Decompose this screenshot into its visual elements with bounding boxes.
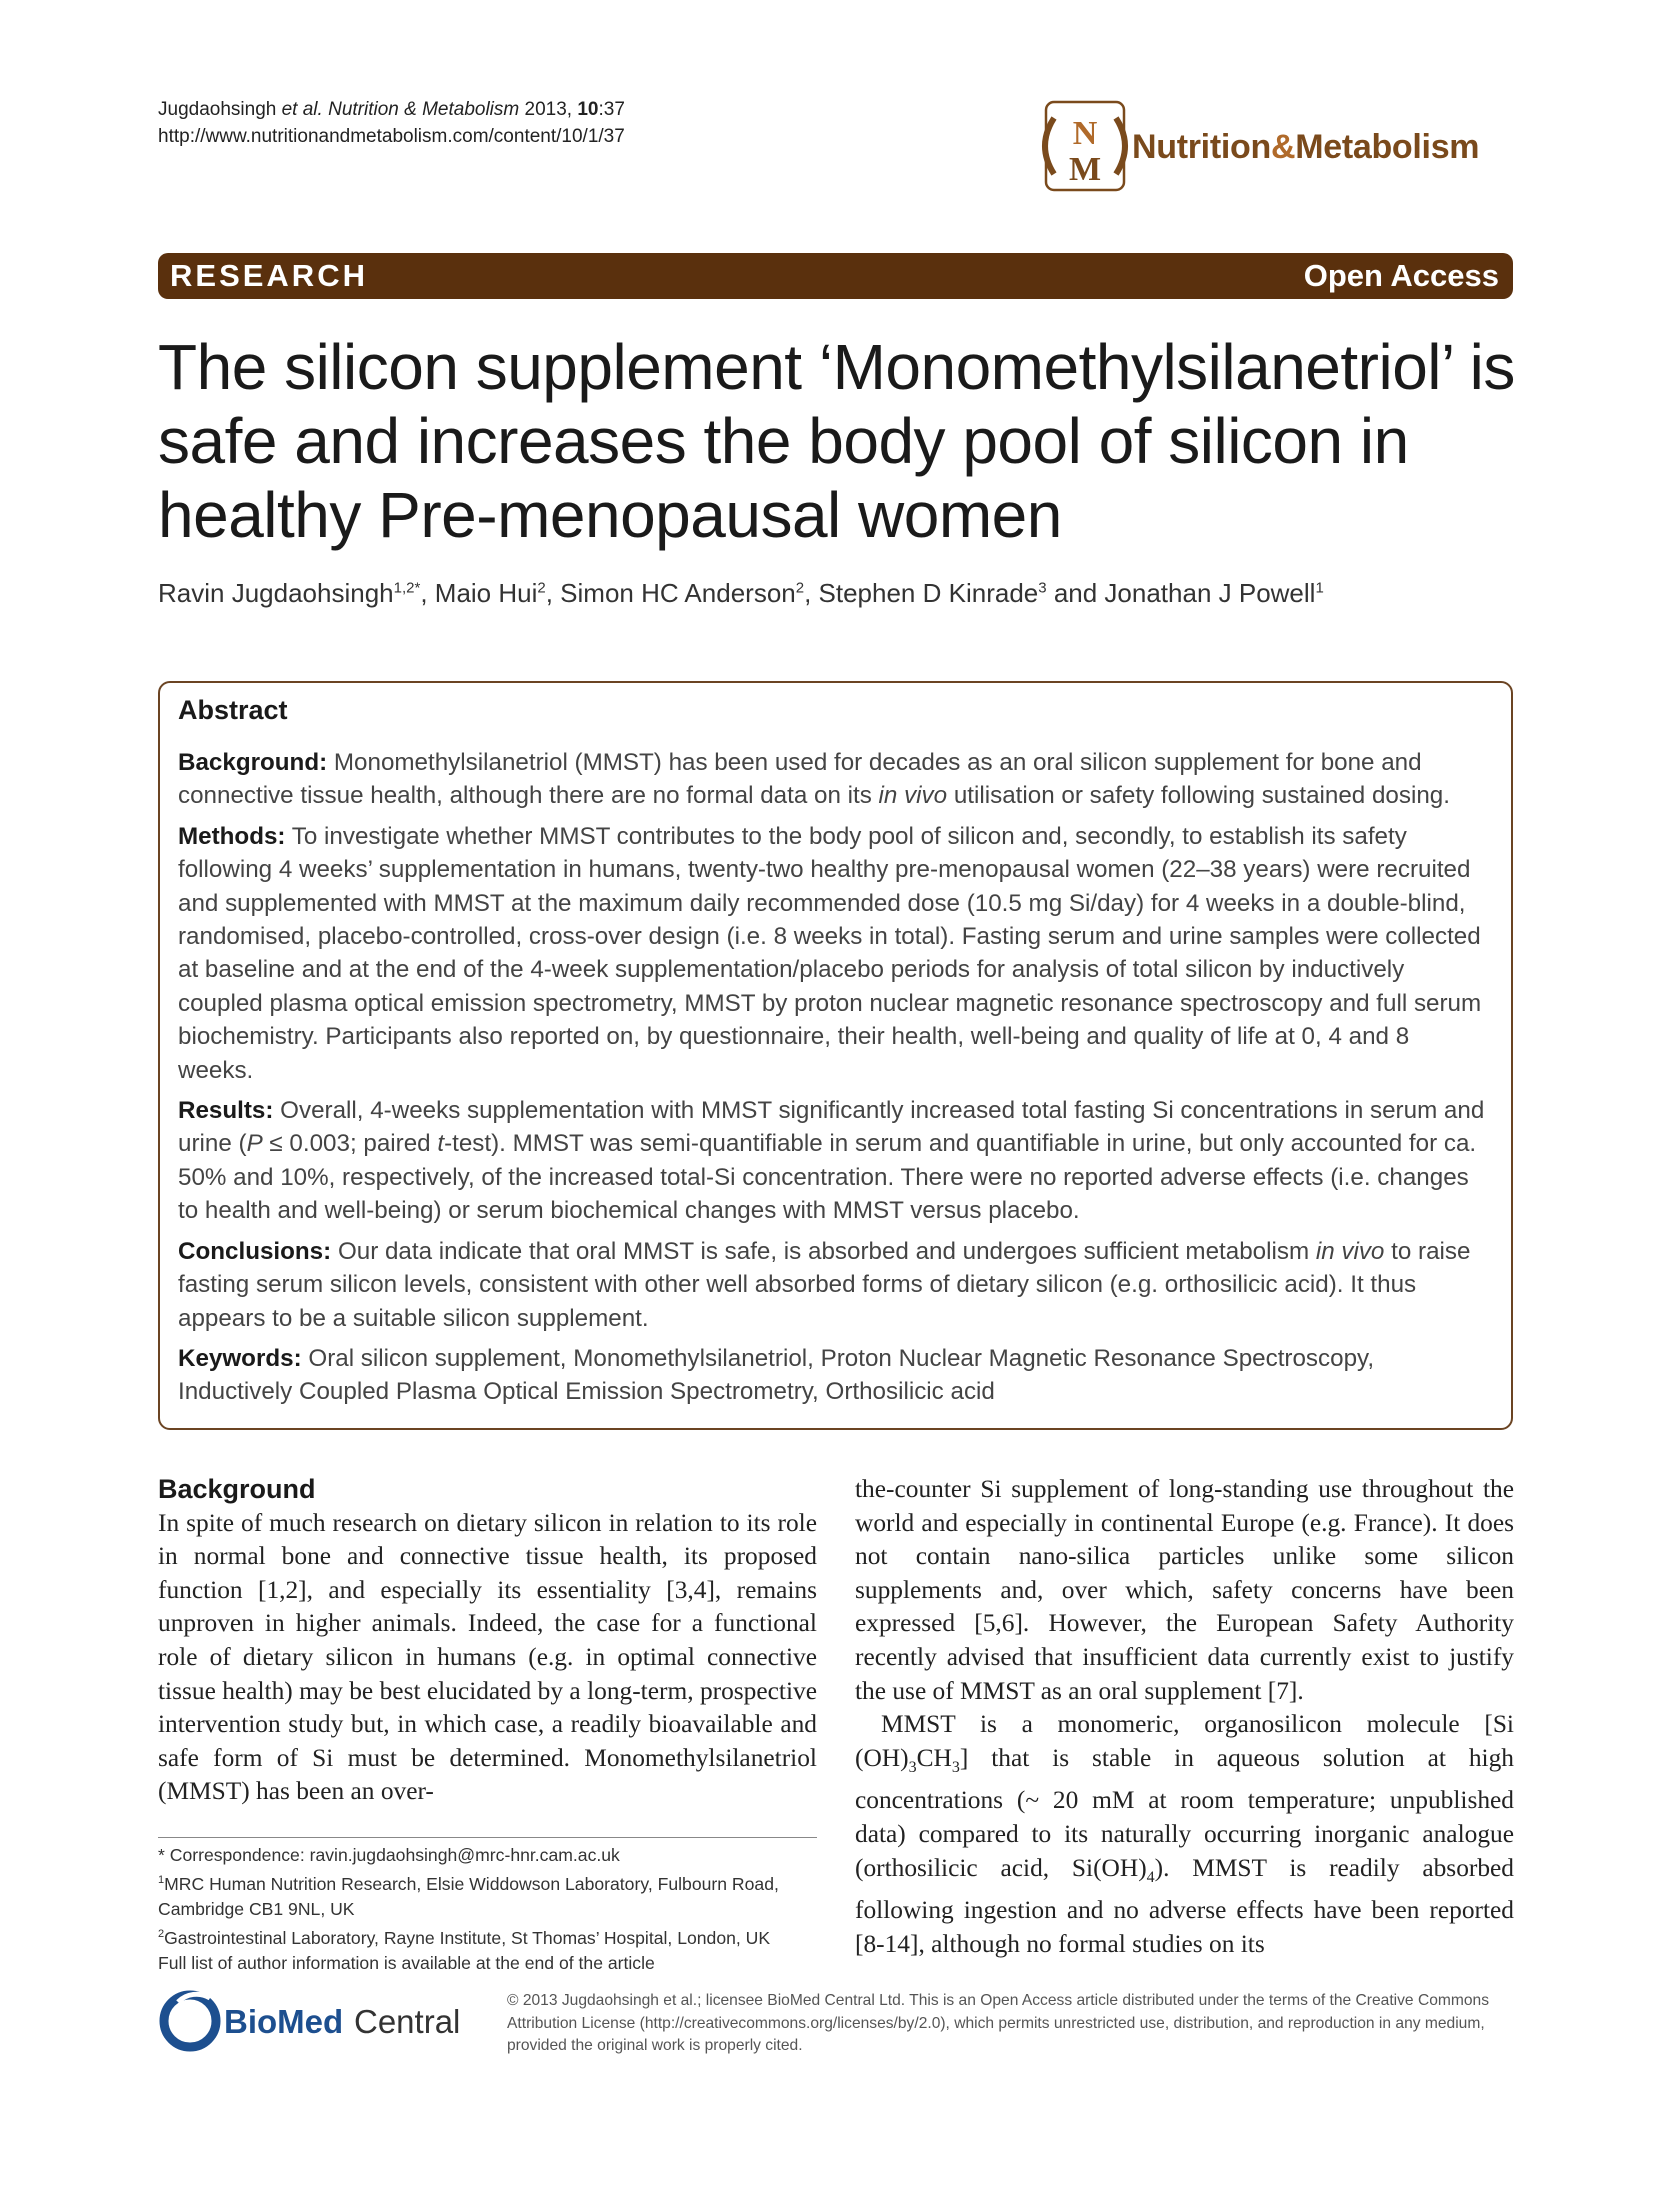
citation-journal: Nutrition & Metabolism bbox=[328, 99, 520, 120]
license-text: © 2013 Jugdaohsingh et al.; licensee BioMed Central Ltd. This is an Open Access article distributed under the terms of the Creative Commons Attribution License (http://creativecommons.org/licenses/by/2.0), which permits unrestricted use, distribution, and reproduction in any medium, provided the original work is properly cited. bbox=[507, 1992, 1489, 2055]
title-line: The silicon supplement ‘Monomethylsilanetriol’ is bbox=[158, 331, 1515, 403]
journal-amp: & bbox=[1270, 128, 1296, 166]
abstract-conclusions: Conclusions: Our data indicate that oral MMST is safe, is absorbed and undergoes sufficient metabolism in vivo to raise fasting serum silicon levels, consistent with other well absorbed forms of dietary silicon (e.g. orthosilicic acid). It thus appears to be a suitable silicon supplement. bbox=[178, 1237, 1471, 1332]
correspondence-note[interactable]: * Correspondence: ravin.jugdaohsingh@mrc-hnr.cam.ac.uk bbox=[158, 1845, 620, 1865]
citation-article: :37 bbox=[598, 99, 625, 120]
section-heading-background: Background bbox=[158, 1474, 316, 1504]
journal-name-part1: Nutrition bbox=[1132, 128, 1271, 166]
footnote-divider bbox=[158, 1837, 817, 1838]
article-title bbox=[158, 330, 1518, 552]
author-list bbox=[158, 578, 1518, 609]
open-access-label: Open Access bbox=[1303, 258, 1499, 293]
author-info-note: Full list of author information is available at the end of the article bbox=[158, 1952, 655, 1973]
title-line: healthy Pre-menopausal women bbox=[158, 479, 1062, 551]
author: Stephen D Kinrade$^3$ and bbox=[818, 578, 1105, 608]
author: Jonathan J Powell$^1$ bbox=[1104, 578, 1324, 608]
biomed-central-logo bbox=[158, 1986, 478, 2056]
publisher-name-bold: BioMed bbox=[224, 2003, 344, 2040]
article-url[interactable]: http://www.nutritionandmetabolism.com/content/10/1/37 bbox=[158, 126, 625, 147]
journal-name bbox=[1132, 128, 1479, 167]
body-paragraph: the-counter Si supplement of long-standing use throughout the world and especially in continental Europe (e.g. France). It does not contain nano-silica particles unlike some silicon supplements and, over which, safety concerns have been expressed [5,6]. However, the European Safety Authority recently advised that insufficient data currently exist to justify the use of MMST as an oral supplement [7]. bbox=[855, 1475, 1514, 1705]
body-paragraph: MMST is a monomeric, organosilicon molecule [Si $(OH)_3CH_3$] that is stable in aqueous solution at high concentrations (~ 20 mM at room temperature; unpublished data) compared to its naturally occurring inorganic analogue (orthosilicic acid, $Si(OH)_4$). MMST is readily absorbed following ingestion and no adverse effects have been reported [8-14], although no formal studies on its bbox=[855, 1710, 1514, 1958]
svg-text:M: M bbox=[1068, 151, 1102, 188]
body-paragraph: In spite of much research on dietary silicon in relation to its role in normal bone and connective tissue health, its proposed function [1,2], and especially its essentiality [3,4], remains unproven in higher animals. Indeed, the case for a functional role of dietary silicon in humans (e.g. in optimal connective tissue health) may be best elucidated by a long-term, prospective intervention study but, in which case, a readily bioavailable and safe form of Si must be determined. Monomethylsilanetriol (MMST) has been an over- bbox=[158, 1508, 817, 1806]
citation-line bbox=[158, 96, 625, 123]
author: Maio Hui$^2$, bbox=[434, 578, 561, 608]
abstract-methods: Methods: To investigate whether MMST contributes to the body pool of silicon and, secondly, to establish its safety following 4 weeks’ supplementation in humans, twenty-two healthy pre-menopausal women (22–38 years) were recruited and supplemented with MMST at the maximum daily recommended dose (10.5 mg Si/day) for 4 weeks in a double-blind, randomised, placebo-controlled, cross-over design (i.e. 8 weeks in total). Fasting serum and urine samples were collected at baseline and at the end of the 4-week supplementation/placebo periods for analysis of total silicon by inductively coupled plasma optical emission spectrometry, MMST by proton nuclear magnetic resonance spectroscopy and full serum biochemistry. Participants also reported on, by questionnaire, their health, well-being and quality of life at 0, 4 and 8 weeks. bbox=[178, 822, 1482, 1084]
footnotes bbox=[158, 1843, 818, 1976]
publisher-name-light: Central bbox=[354, 2003, 461, 2040]
svg-text:N: N bbox=[1072, 115, 1098, 152]
citation-etal: et al. bbox=[281, 99, 323, 120]
citation-header bbox=[158, 96, 625, 150]
citation-year: 2013, bbox=[524, 99, 573, 120]
affiliation-note: $^2$Gastrointestinal Laboratory, Rayne Institute, St Thomas’ Hospital, London, UK bbox=[158, 1927, 771, 1948]
title-line: safe and increases the body pool of silicon in bbox=[158, 405, 1409, 477]
article-type-label: RESEARCH bbox=[170, 258, 368, 293]
affiliation-note: $^1$MRC Human Nutrition Research, Elsie Widdowson Laboratory, Fulbourn Road, Cambridge CB1 9NL, UK bbox=[158, 1873, 779, 1919]
author: Simon HC Anderson$^2$, bbox=[560, 578, 819, 608]
article-type-banner bbox=[158, 253, 1513, 299]
citation-volume: 10 bbox=[577, 99, 599, 120]
body-column-right bbox=[855, 1473, 1514, 1961]
abstract-keywords: Keywords: Oral silicon supplement, Monomethylsilanetriol, Proton Nuclear Magnetic Resonance Spectroscopy, Inductively Coupled Plasma Optical Emission Spectrometry, Orthosilicic acid bbox=[178, 1344, 1375, 1406]
journal-name-part2: Metabolism bbox=[1295, 128, 1480, 166]
body-column-left bbox=[158, 1473, 817, 1809]
abstract-box bbox=[158, 681, 1513, 1430]
journal-logo bbox=[1032, 98, 1130, 194]
citation-author: Jugdaohsingh bbox=[158, 99, 277, 120]
abstract-background: Background: Monomethylsilanetriol (MMST) has been used for decades as an oral silicon supplement for bone and connective tissue health, although there are no formal data on its in vivo utilisation or safety following sustained dosing. bbox=[178, 749, 1450, 810]
author: Ravin Jugdaohsingh$^{1,2*}$, bbox=[158, 578, 435, 608]
abstract-results: Results: Overall, 4-weeks supplementation with MMST significantly increased total fasting Si concentrations in serum and urine (P ≤ 0.003; paired t-test). MMST was semi-quantifiable in serum and quantifiable in urine, but only accounted for ca. 50% and 10%, respectively, of the increased total-Si concentration. There were no reported adverse effects (i.e. changes to health and well-being) or serum biochemical changes with MMST versus placebo. bbox=[178, 1097, 1485, 1225]
abstract-heading: Abstract bbox=[178, 695, 288, 725]
